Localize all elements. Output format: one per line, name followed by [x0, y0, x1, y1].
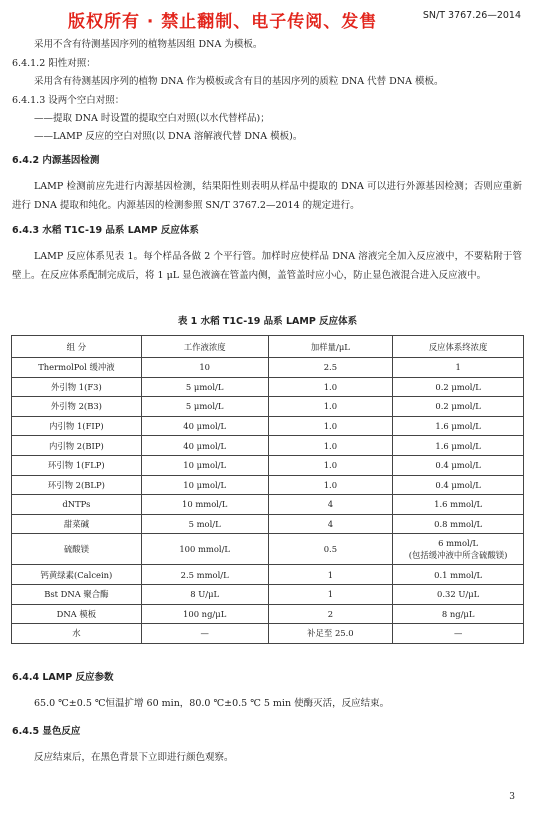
table-cell: 100 ng/μL [141, 604, 268, 624]
table-cell: 0.2 μmol/L [393, 397, 524, 417]
section-heading-6-4-5: 6.4.5 显色反应 [12, 726, 81, 737]
table-cell: 补足至 25.0 [268, 624, 393, 644]
table-cell: 1 [268, 565, 393, 585]
copyright-watermark: 版权所有 · 禁止翻制、电子传阅、发售 [68, 12, 378, 32]
table-cell: 2 [268, 604, 393, 624]
standard-number: SN/T 3767.26—2014 [422, 10, 521, 21]
table-cell: 10 [141, 358, 268, 378]
table-cell: 外引物 1(F3) [12, 377, 142, 397]
table-cell: 0.5 [268, 534, 393, 565]
table-row [12, 436, 524, 456]
table-cell: 2.5 mmol/L [141, 565, 268, 585]
table-cell: 8 ng/μL [393, 604, 524, 624]
table-cell: 5 mol/L [141, 514, 268, 534]
table-cell: Bst DNA 聚合酶 [12, 584, 142, 604]
section-heading-6-4-2: 6.4.2 内源基因检测 [12, 155, 100, 166]
table-cell: 水 [12, 624, 142, 644]
table-cell: 8 U/μL [141, 584, 268, 604]
table-cell: 0.32 U/μL [393, 584, 524, 604]
table-cell: 10 μmol/L [141, 455, 268, 475]
table-cell: 1.0 [268, 475, 393, 495]
table-cell: 10 μmol/L [141, 475, 268, 495]
table-cell: 0.2 μmol/L [393, 377, 524, 397]
table-cell: 1.6 μmol/L [393, 416, 524, 436]
text-line: 采用含有待测基因序列的植物 DNA 作为模板或含有目的基因序列的质粒 DNA 代替 DNA 模板。 [34, 76, 444, 87]
clause-6-4-1-2: 6.4.1.2 阳性对照： [12, 58, 96, 69]
table-cell: 100 mmol/L [141, 534, 268, 565]
table-row [12, 514, 524, 534]
table-cell: 40 μmol/L [141, 436, 268, 456]
table-cell: 1.6 mmol/L [393, 495, 524, 515]
table-cell: 钙黄绿素(Calcein) [12, 565, 142, 585]
table-cell: 1.0 [268, 455, 393, 475]
table-cell: 4 [268, 514, 393, 534]
table-cell: 环引物 2(BLP) [12, 475, 142, 495]
table-cell: 1 [268, 584, 393, 604]
column-header: 反应体系终浓度 [393, 336, 524, 358]
section-heading-6-4-3: 6.4.3 水稻 T1C-19 品系 LAMP 反应体系 [12, 225, 199, 236]
table-cell: 0.4 μmol/L [393, 455, 524, 475]
section-heading-6-4-4: 6.4.4 LAMP 反应参数 [12, 672, 114, 683]
table-cell: 1 [393, 358, 524, 378]
table-row [12, 534, 524, 565]
table-row [12, 358, 524, 378]
table-cell: 1.0 [268, 377, 393, 397]
text-line: ——提取 DNA 时设置的提取空白对照(以水代替样品)； [34, 113, 270, 124]
table-cell: 5 μmol/L [141, 397, 268, 417]
section-body-6-4-4: 65.0 ℃±0.5 ℃恒温扩增 60 min，80.0 ℃±0.5 ℃ 5 min 使酶灭活，反应结束。 [34, 698, 390, 709]
table-cell: — [141, 624, 268, 644]
table-body [12, 358, 524, 644]
table-header-row [12, 336, 524, 358]
table-row [12, 624, 524, 644]
table-cell: 1.0 [268, 416, 393, 436]
column-header: 工作液浓度 [141, 336, 268, 358]
table-cell: ThermolPol 缓冲液 [12, 358, 142, 378]
table-row [12, 416, 524, 436]
table-row [12, 397, 524, 417]
table-cell: 硫酸镁 [12, 534, 142, 565]
table-cell: 1.0 [268, 436, 393, 456]
table-cell: 40 μmol/L [141, 416, 268, 436]
section-body-6-4-2: LAMP 检测前应先进行内源基因检测，结果阳性则表明从样品中提取的 DNA 可以进行外源基因检测；否则应重新进行 DNA 提取和纯化。内源基因的检测参照 SN/T 3767.2—2014 的规定进行。 [12, 181, 522, 211]
table-cell: 0.4 μmol/L [393, 475, 524, 495]
page-number: 3 [509, 792, 515, 802]
column-header: 组 分 [12, 336, 142, 358]
table-cell: 内引物 2(BIP) [12, 436, 142, 456]
table-caption: 表 1 水稻 T1C-19 品系 LAMP 反应体系 [177, 316, 358, 327]
table-cell: 10 mmol/L [141, 495, 268, 515]
table-cell: 0.1 mmol/L [393, 565, 524, 585]
table-cell: 环引物 1(FLP) [12, 455, 142, 475]
text-line: 采用不含有待测基因序列的植物基因组 DNA 为模板。 [34, 39, 263, 50]
table-cell: 4 [268, 495, 393, 515]
table-cell: 0.8 mmol/L [393, 514, 524, 534]
column-header: 加样量/μL [268, 336, 393, 358]
section-body-6-4-5: 反应结束后，在黑色背景下立即进行颜色观察。 [34, 752, 234, 763]
table-row [12, 584, 524, 604]
table-cell: 6 mmol/L (包括缓冲液中所含硫酸镁) [393, 534, 524, 565]
table-cell: 甜菜碱 [12, 514, 142, 534]
table-row [12, 377, 524, 397]
table-row [12, 475, 524, 495]
table-cell: dNTPs [12, 495, 142, 515]
table-row [12, 565, 524, 585]
table-cell: 1.6 μmol/L [393, 436, 524, 456]
table-cell: 外引物 2(B3) [12, 397, 142, 417]
text-line: ——LAMP 反应的空白对照(以 DNA 溶解液代替 DNA 模板)。 [34, 131, 303, 142]
table-row [12, 604, 524, 624]
section-body-6-4-3: LAMP 反应体系见表 1。每个样品各做 2 个平行管。加样时应使样品 DNA 溶液完全加入反应液中，不要粘附于管壁上。在反应体系配制完成后，将 1 μL 显色液滴在管盖内侧，盖管盖时应小心，防止显色液混合进入反应液中。 [12, 251, 522, 281]
clause-6-4-1-3: 6.4.1.3 设两个空白对照： [12, 95, 125, 106]
table-row [12, 495, 524, 515]
table-cell: — [393, 624, 524, 644]
lamp-reaction-table [11, 335, 524, 644]
table-cell: 内引物 1(FIP) [12, 416, 142, 436]
table-row [12, 455, 524, 475]
table-cell: 1.0 [268, 397, 393, 417]
table-cell: 5 μmol/L [141, 377, 268, 397]
table-cell: 2.5 [268, 358, 393, 378]
table-cell: DNA 模板 [12, 604, 142, 624]
